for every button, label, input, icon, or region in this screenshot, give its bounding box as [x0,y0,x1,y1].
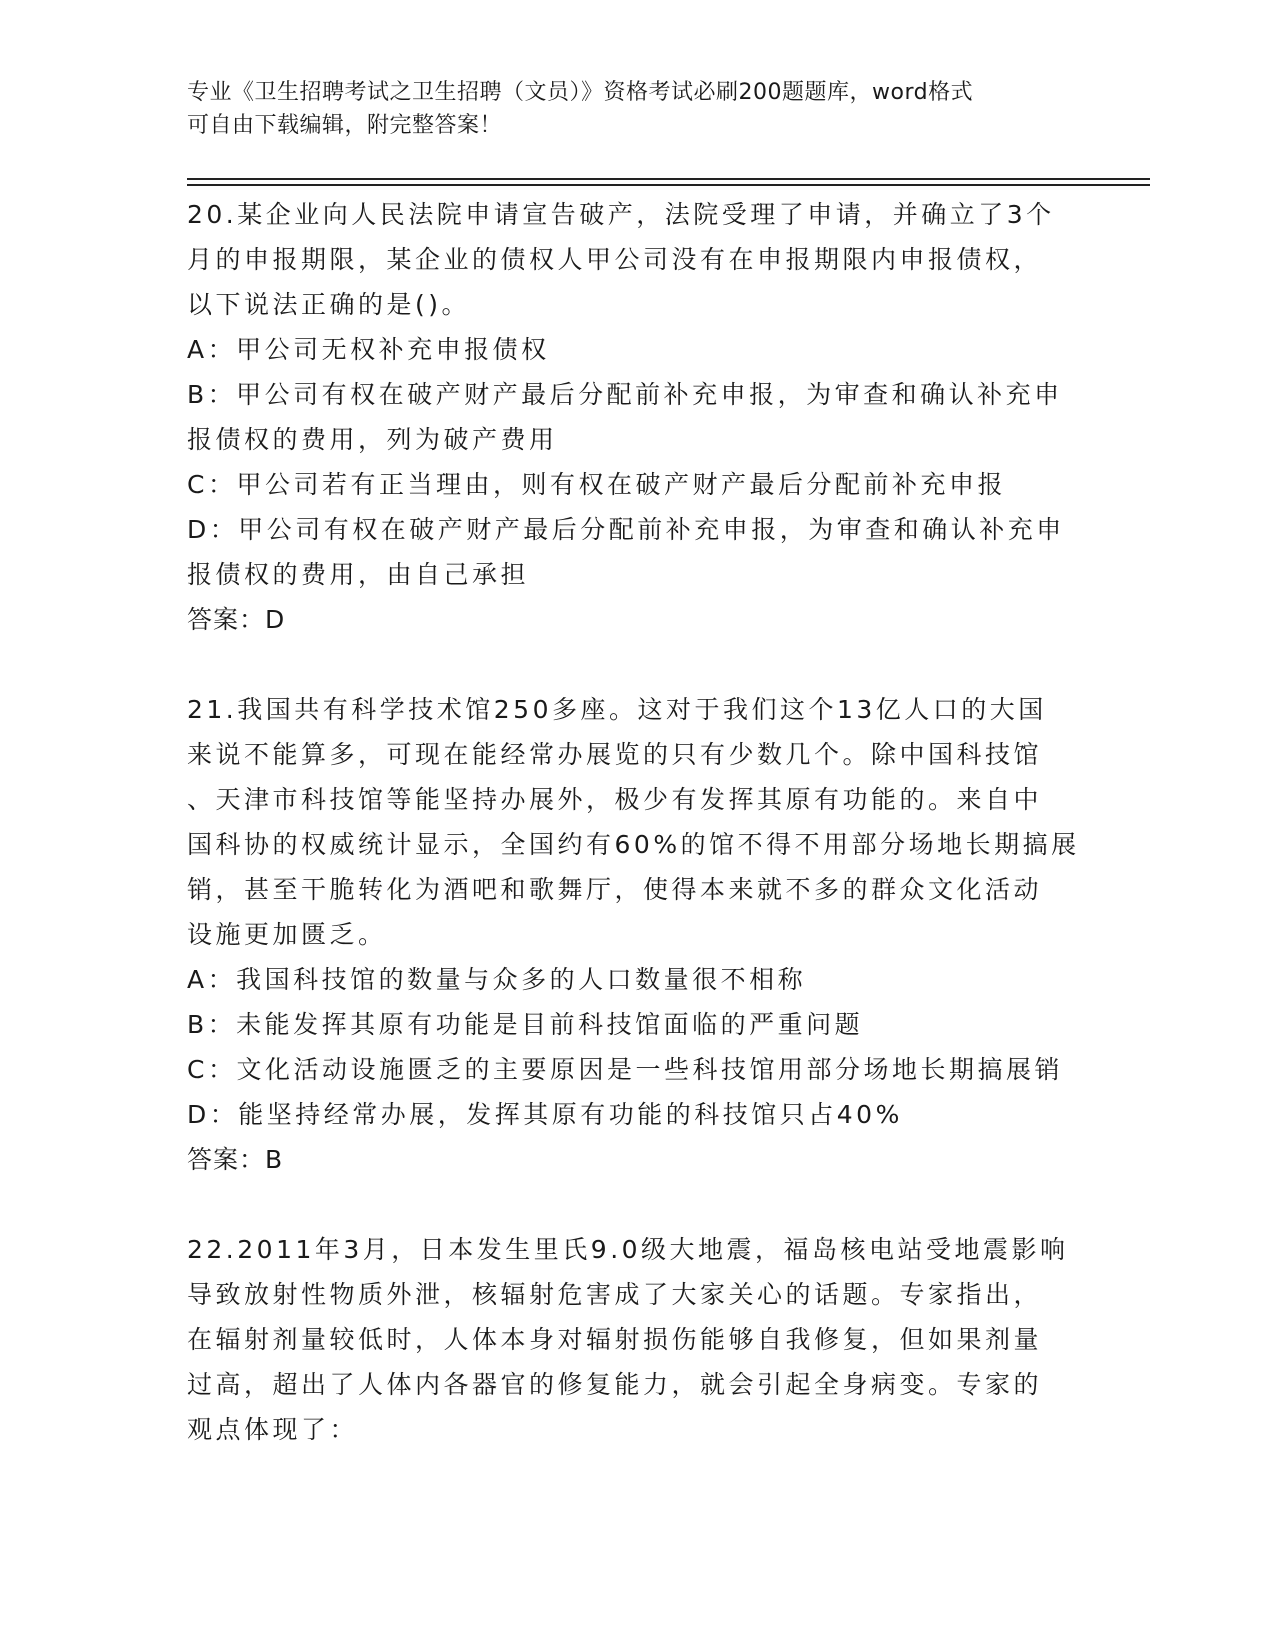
question-text-line: 来说不能算多，可现在能经常办展览的只有少数几个。除中国科技馆 [187,740,1043,769]
question-text-line: 导致放射性物质外泄，核辐射危害成了大家关心的话题。专家指出， [187,1280,1043,1309]
header-rule-bottom [187,184,1150,186]
spacer [187,1182,1087,1227]
question-20 [187,192,1087,642]
question-text-line: 以下说法正确的是()。 [187,290,471,319]
option-d: D：甲公司有权在破产财产最后分配前补充申报，为审查和确认补充申 [187,515,1065,544]
option-b: B：甲公司有权在破产财产最后分配前补充申报，为审查和确认补充申 [187,380,1063,409]
question-text-line: 、天津市科技馆等能坚持办展外，极少有发挥其原有功能的。来自中 [187,785,1043,814]
answer-label: 答案：B [187,1145,284,1174]
spacer [187,642,1087,687]
header-line-1: 专业《卫生招聘考试之卫生招聘（文员）》资格考试必刷200题题库，word格式 [187,80,974,105]
question-text-line: 设施更加匮乏。 [187,920,387,949]
question-text-line: 20.某企业向人民法院申请宣告破产，法院受理了申请，并确立了3个 [187,200,1055,229]
question-text-line: 月的申报期限，某企业的债权人甲公司没有在申报期限内申报债权， [187,245,1043,274]
option-a: A：甲公司无权补充申报债权 [187,335,550,364]
option-a: A：我国科技馆的数量与众多的人口数量很不相称 [187,965,807,994]
option-c: C：甲公司若有正当理由，则有权在破产财产最后分配前补充申报 [187,470,1006,499]
header-line-2: 可自由下载编辑，附完整答案！ [187,113,503,138]
question-text-line: 过高，超出了人体内各器官的修复能力，就会引起全身病变。专家的 [187,1370,1043,1399]
option-b: B：未能发挥其原有功能是目前科技馆面临的严重问题 [187,1010,864,1039]
option-d: D：能坚持经常办展，发挥其原有功能的科技馆只占40% [187,1100,903,1129]
document-header [187,76,1087,142]
question-22 [187,1227,1087,1452]
question-21 [187,687,1087,1182]
option-b-continued: 报债权的费用，列为破产费用 [187,425,558,454]
question-text-line: 在辐射剂量较低时，人体本身对辐射损伤能够自我修复，但如果剂量 [187,1325,1043,1354]
question-text-line: 销，甚至干脆转化为酒吧和歌舞厅，使得本来就不多的群众文化活动 [187,875,1043,904]
answer-label: 答案：D [187,605,286,634]
question-list [187,192,1087,1452]
question-text-line: 观点体现了： [187,1415,359,1444]
question-text-line: 22.2011年3月，日本发生里氏9.0级大地震，福岛核电站受地震影响 [187,1235,1069,1264]
question-text-line: 21.我国共有科学技术馆250多座。这对于我们这个13亿人口的大国 [187,695,1047,724]
question-text-line: 国科协的权威统计显示，全国约有60%的馆不得不用部分场地长期搞展 [187,830,1080,859]
option-c: C：文化活动设施匮乏的主要原因是一些科技馆用部分场地长期搞展销 [187,1055,1063,1084]
option-d-continued: 报债权的费用，由自己承担 [187,560,530,589]
header-rule-top [187,178,1150,180]
